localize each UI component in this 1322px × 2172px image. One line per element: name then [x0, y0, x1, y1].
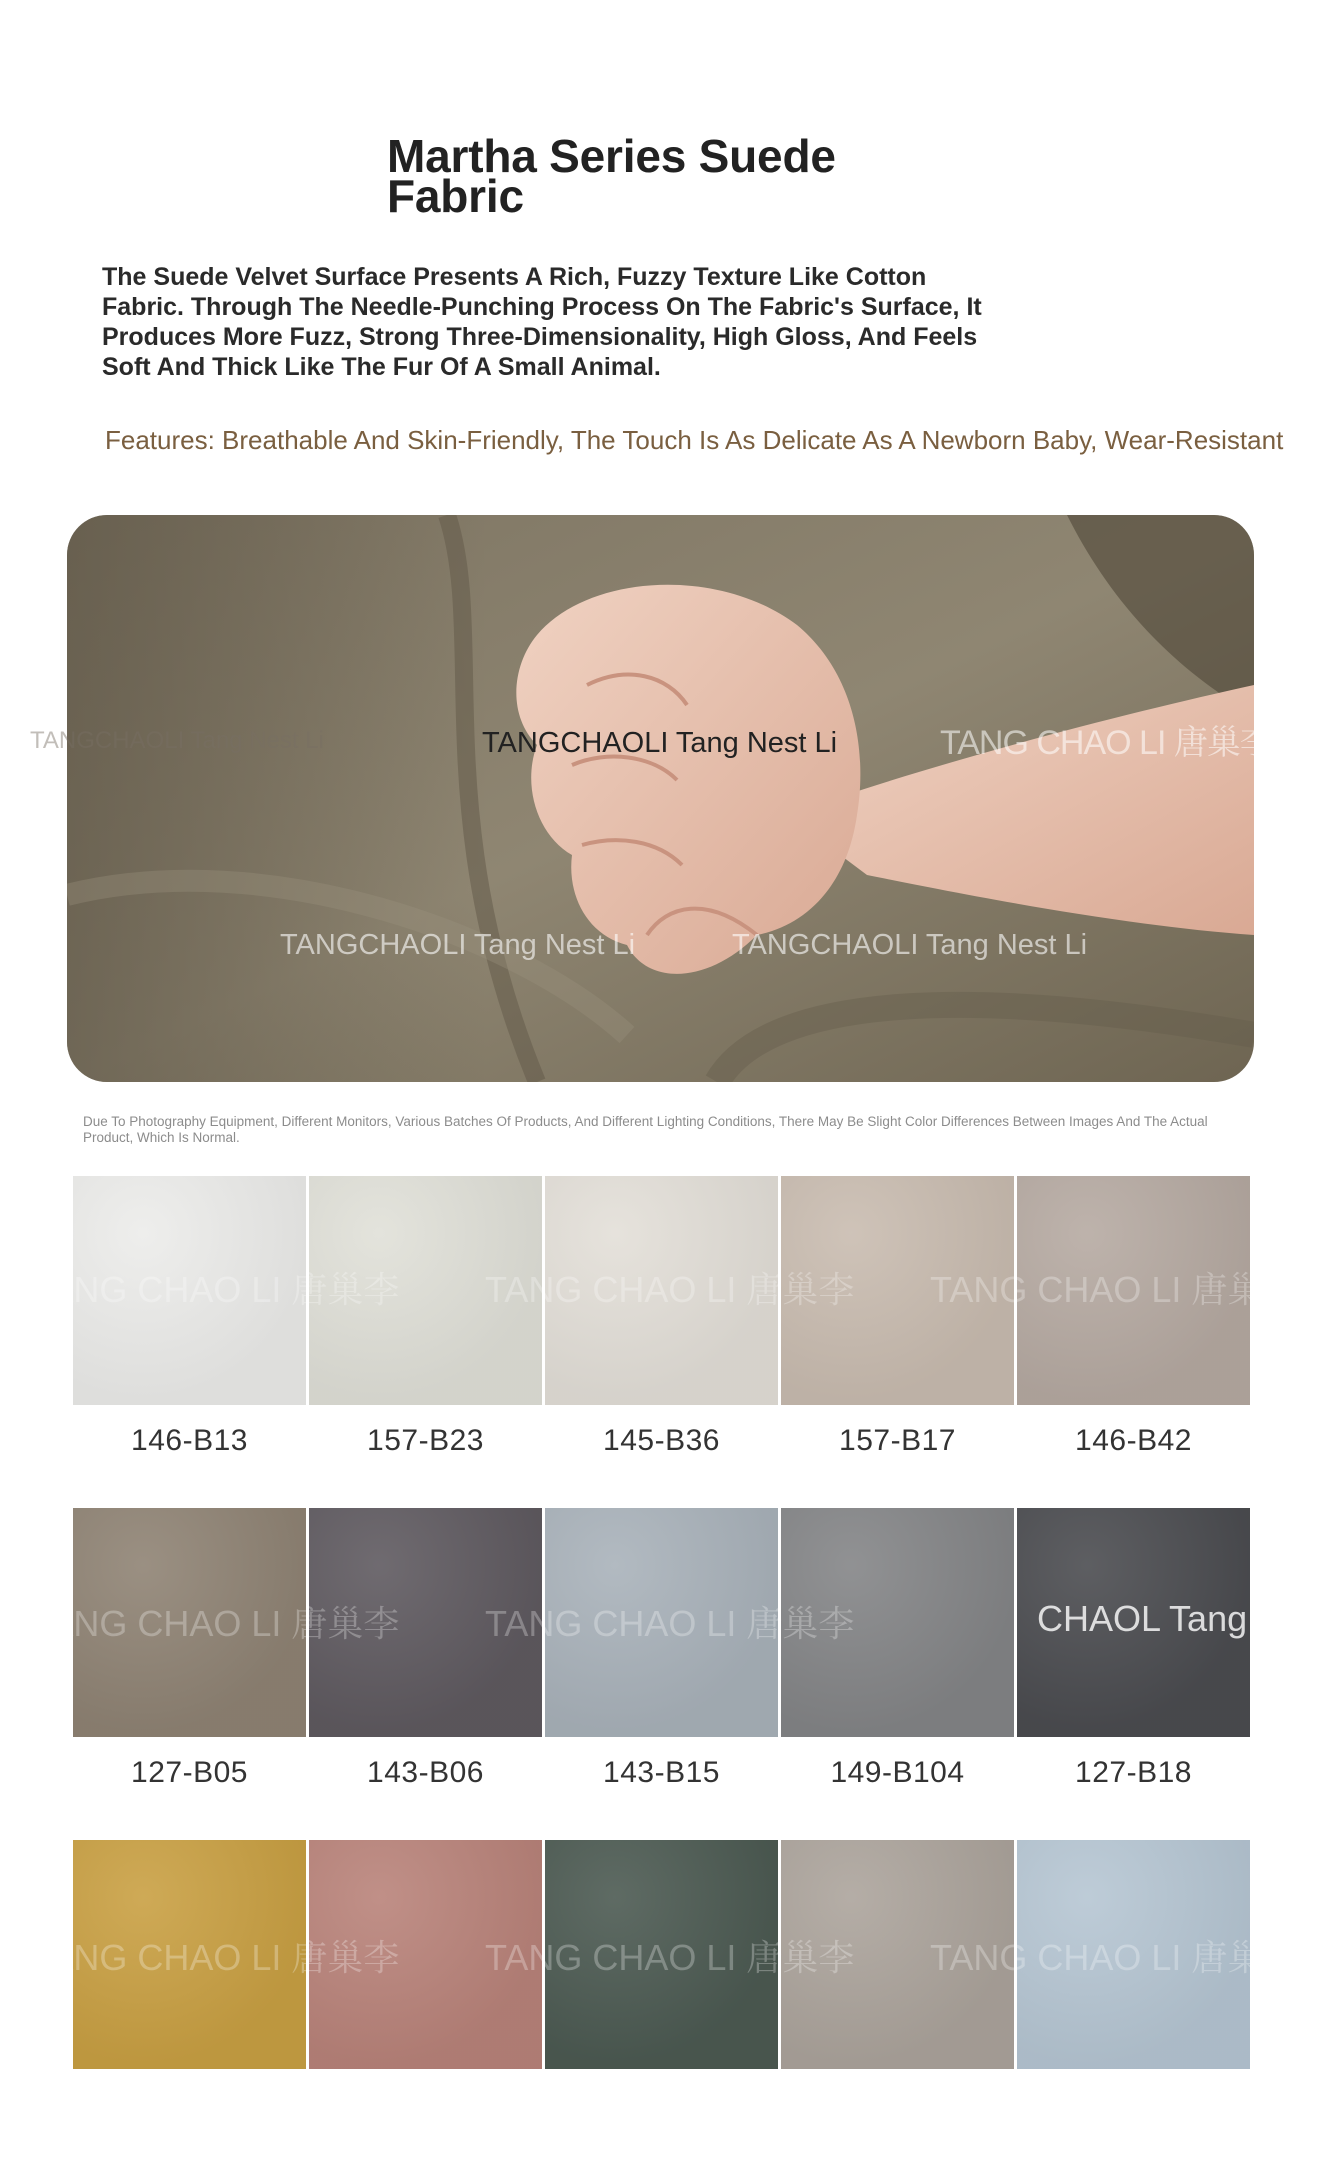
swatch-code: 127-B05 — [131, 1756, 248, 1789]
swatch-watermark: TANG CHAO LI 唐巢李 — [30, 1269, 400, 1310]
swatch-code — [545, 2069, 778, 2140]
swatch-color — [73, 1508, 306, 1737]
swatch-watermark: TANG CHAO LI 唐巢李 — [30, 1937, 400, 1978]
swatch-overlay-text: CHAOL Tang — [1037, 1598, 1248, 1639]
hero-watermark-right: TANG CHAO LI 唐巢李 — [940, 724, 1273, 762]
swatch[interactable] — [545, 1508, 778, 1808]
swatch-watermark: TANG CHAO LI 唐巢李 — [485, 1603, 855, 1644]
swatch-code: 157-B23 — [367, 1424, 484, 1457]
hero-watermark-lower-left: TANGCHAOLI Tang Nest Li — [280, 929, 636, 961]
swatch[interactable] — [545, 1840, 778, 2140]
color-disclaimer: Due To Photography Equipment, Different Monitors, Various Batches Of Products, And Different Lighting Conditions, There May Be Slight Color Differences Between Images And The Actual Product, Which Is Normal. — [83, 1114, 1208, 1145]
swatch[interactable] — [781, 1508, 1014, 1808]
swatch-color — [73, 1840, 306, 2069]
swatch[interactable] — [781, 1176, 1014, 1476]
hero-watermark-center: TANGCHAOLI Tang Nest Li — [482, 727, 838, 759]
swatch-code: 143-B15 — [603, 1756, 720, 1789]
swatch-row — [73, 1176, 1250, 1476]
swatch-watermark: TANG CHAO LI 唐巢李 — [30, 1603, 400, 1644]
hero-watermark-lower-right: TANGCHAOLI Tang Nest Li — [732, 929, 1088, 961]
swatch[interactable] — [309, 1176, 542, 1476]
swatch-color — [309, 1176, 542, 1405]
swatch-watermark: TANG CHAO LI 唐巢李 — [485, 1937, 855, 1978]
swatch-code: 157-B17 — [839, 1424, 956, 1457]
swatch-code — [1017, 2069, 1250, 2140]
swatch[interactable] — [1017, 1176, 1250, 1476]
swatch[interactable] — [1017, 1508, 1250, 1808]
swatch-color — [309, 1508, 542, 1737]
page-title: Martha Series Suede Fabric — [387, 130, 836, 222]
hero-photo-fabric-fist — [67, 515, 1254, 1082]
swatch-color — [309, 1840, 542, 2069]
swatch-color — [545, 1176, 778, 1405]
swatch-color — [781, 1176, 1014, 1405]
swatch-code: 127-B18 — [1075, 1756, 1192, 1789]
swatch-color — [781, 1840, 1014, 2069]
swatch-row — [73, 1840, 1250, 2140]
swatch-code: 149-B104 — [830, 1756, 965, 1789]
swatch-color — [1017, 1176, 1250, 1405]
swatch-color — [781, 1508, 1014, 1737]
swatch[interactable] — [309, 1840, 542, 2140]
swatch-color — [545, 1508, 778, 1737]
swatch[interactable] — [73, 1508, 306, 1808]
swatch[interactable] — [309, 1508, 542, 1808]
swatch[interactable] — [545, 1176, 778, 1476]
swatch-code: 146-B13 — [131, 1424, 248, 1457]
swatch-code: 143-B06 — [367, 1756, 484, 1789]
swatch-code: 146-B42 — [1075, 1424, 1192, 1457]
swatch-watermark: TANG CHAO LI 唐巢李 — [930, 1937, 1300, 1978]
swatch[interactable] — [73, 1176, 306, 1476]
hero-watermark-left: TANGCHAOLI Tang Nest Li — [30, 727, 324, 754]
swatch-color — [1017, 1840, 1250, 2069]
swatch-code — [73, 2069, 306, 2140]
swatch-code — [781, 2069, 1014, 2140]
swatch[interactable] — [781, 1840, 1014, 2140]
swatch-color — [545, 1840, 778, 2069]
product-features: Features: Breathable And Skin-Friendly, The Touch Is As Delicate As A Newborn Baby, Wear-Resistant — [105, 425, 1284, 455]
swatch-watermark: TANG CHAO LI 唐巢李 — [930, 1269, 1300, 1310]
swatch-code: 145-B36 — [603, 1424, 720, 1457]
swatch-watermark: TANG CHAO LI 唐巢李 — [485, 1269, 855, 1310]
product-description: The Suede Velvet Surface Presents A Rich, Fuzzy Texture Like Cotton Fabric. Through The Needle-Punching Process On The Fabric's Surface, It Produces More Fuzz, Strong Three-Dimensionality, High Gloss, And Feels Soft And Thick Like The Fur Of A Small Animal. — [102, 263, 982, 381]
swatch-color — [73, 1176, 306, 1405]
swatch[interactable] — [1017, 1840, 1250, 2140]
swatch-grid — [73, 1176, 1250, 2172]
swatch-row — [73, 1508, 1250, 1808]
swatch-code — [309, 2069, 542, 2140]
swatch[interactable] — [73, 1840, 306, 2140]
